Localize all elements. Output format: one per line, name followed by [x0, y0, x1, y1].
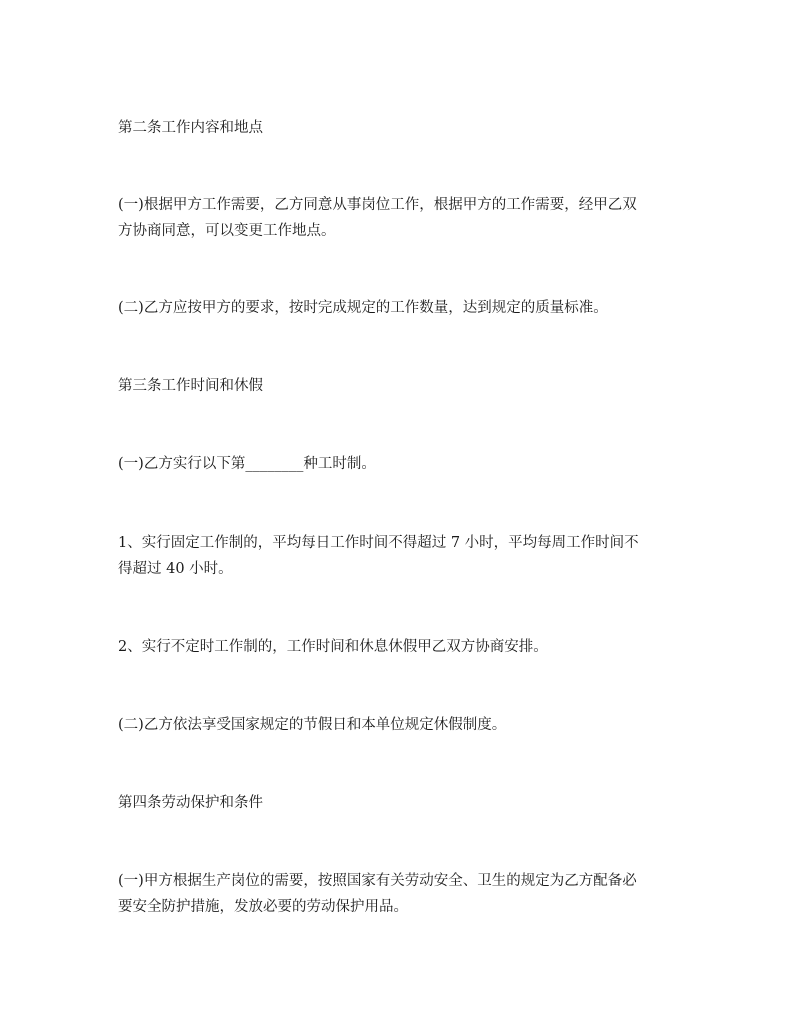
article-3-sub-2: 2、实行不定时工作制的，工作时间和休息休假甲乙双方协商安排。	[118, 639, 548, 655]
article-4-item-1-line-2: 要安全防护措施，发放必要的劳动保护用品。	[118, 899, 408, 915]
article-2-item-1-line-1: (一)根据甲方工作需要，乙方同意从事岗位工作，根据甲方的工作需要，经甲乙双	[118, 197, 637, 213]
article-3-heading: 第三条工作时间和休假	[118, 378, 263, 394]
article-2-heading: 第二条工作内容和地点	[118, 120, 263, 136]
article-2-item-1-line-2: 方协商同意，可以变更工作地点。	[118, 223, 336, 239]
article-4-item-1-line-1: (一)甲方根据生产岗位的需要，按照国家有关劳动安全、卫生的规定为乙方配备必	[118, 873, 637, 889]
article-4-heading: 第四条劳动保护和条件	[118, 795, 263, 811]
article-3-item-2: (二)乙方依法享受国家规定的节假日和本单位规定休假制度。	[118, 717, 507, 733]
article-3-item-1: (一)乙方实行以下第________种工时制。	[118, 456, 376, 472]
article-3-sub-1-line-2: 得超过 40 小时。	[118, 561, 233, 577]
article-2-item-2: (二)乙方应按甲方的要求，按时完成规定的工作数量，达到规定的质量标准。	[118, 300, 608, 316]
article-3-sub-1-line-1: 1、实行固定工作制的，平均每日工作时间不得超过 7 小时，平均每周工作时间不	[118, 535, 639, 551]
